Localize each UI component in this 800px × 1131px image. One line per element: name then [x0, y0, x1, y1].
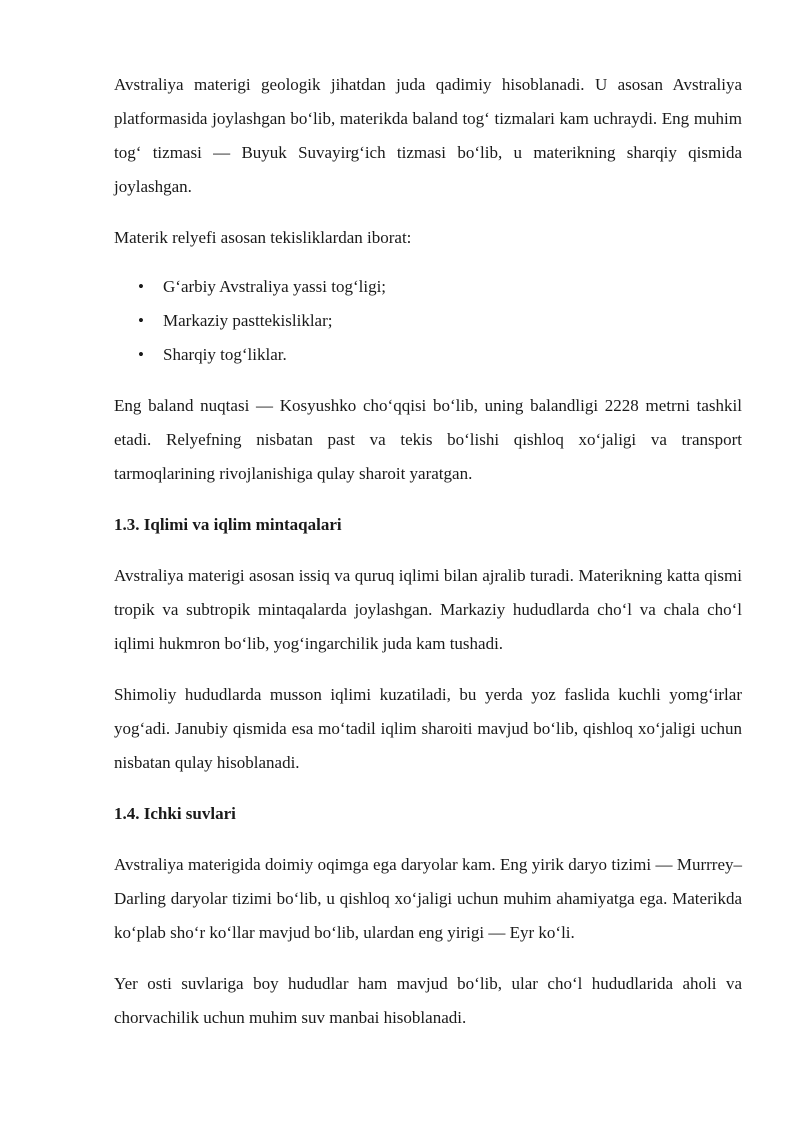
list-item-text: Markaziy pasttekisliklar; — [163, 311, 333, 330]
intro-paragraph-1: Avstraliya materigi geologik jihatdan juda qadimiy hisoblanadi. U asosan Avstraliya platformasida joylashgan bo‘lib, materikda baland tog‘ tizmalari kam uchraydi. Eng muhim tog‘ tizmasi — Buyuk Suvayirg‘ich tizmasi bo‘lib, u materikning sharqiy qismida joylashgan. — [114, 75, 742, 196]
intro-paragraph-2: Materik relyefi asosan tekisliklardan iborat: — [114, 228, 412, 247]
bullet-icon: • — [138, 311, 144, 330]
list-item — [114, 304, 742, 338]
intro-paragraph-3: Eng baland nuqtasi — Kosyushko cho‘qqisi bo‘lib, uning balandligi 2228 metrni tashkil etadi. Relyefning nisbatan past va tekis bo‘lishi qishloq xo‘jaligi va transport tarmoqlarining rivojlanishiga qulay sharoit yaratgan. — [114, 396, 742, 483]
list-item — [114, 338, 742, 372]
list-item-text: G‘arbiy Avstraliya yassi tog‘ligi; — [163, 277, 387, 296]
relief-list — [114, 270, 742, 372]
waters-heading: 1.4. Ichki suvlari — [114, 804, 236, 823]
climate-heading: 1.3. Iqlimi va iqlim mintaqalari — [114, 515, 342, 534]
waters-paragraph-1: Avstraliya materigida doimiy oqimga ega daryolar kam. Eng yirik daryo tizimi — Murrrey–Darling daryolar tizimi bo‘lib, u qishloq xo‘jaligi uchun muhim ahamiyatga ega. Materikda ko‘plab sho‘r ko‘llar mavjud bo‘lib, ulardan eng yirigi — Eyr ko‘li. — [114, 855, 742, 942]
list-item-text: Sharqiy tog‘liklar. — [163, 345, 287, 364]
bullet-icon: • — [138, 277, 144, 296]
waters-paragraph-2: Yer osti suvlariga boy hududlar ham mavjud bo‘lib, ular cho‘l hududlarida aholi va chorvachilik uchun muhim suv manbai hisoblanadi. — [114, 974, 742, 1027]
bullet-icon: • — [138, 345, 144, 364]
list-item — [114, 270, 742, 304]
climate-paragraph-1: Avstraliya materigi asosan issiq va quruq iqlimi bilan ajralib turadi. Materikning katta qismi tropik va subtropik mintaqalarda joylashgan. Markaziy hududlarda cho‘l va chala cho‘l iqlimi hukmron bo‘lib, yog‘ingarchilik juda kam tushadi. — [114, 566, 742, 653]
document-page — [114, 68, 742, 1035]
climate-paragraph-2: Shimoliy hududlarda musson iqlimi kuzatiladi, bu yerda yoz faslida kuchli yomg‘irlar yog‘adi. Janubiy qismida esa mo‘tadil iqlim sharoiti mavjud bo‘lib, qishloq xo‘jaligi uchun nisbatan qulay hisoblanadi. — [114, 685, 742, 772]
